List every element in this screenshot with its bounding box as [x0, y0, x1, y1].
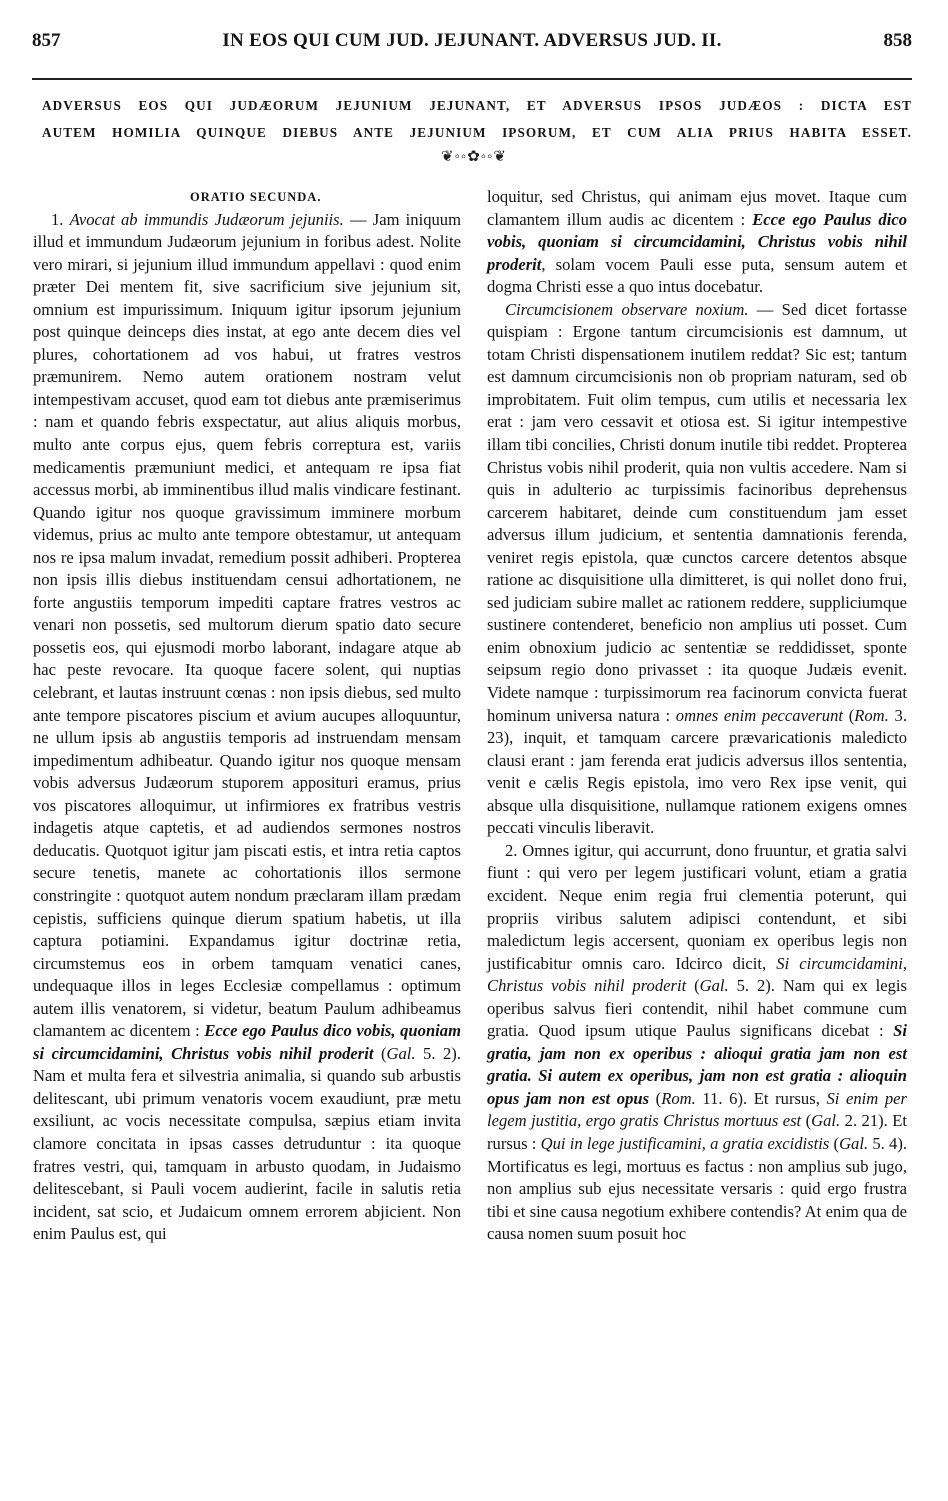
paragraph-circumcision: [487, 299, 907, 840]
paragraph-text: — Sed dicet fortasse quispiam : Ergone tantum circumcisionis est damnum, ut totam Christi dispensationem inutilem reddat? Sic est; tantum est damnum circumcisionis non ob propriam naturam, sed ob improbitatem. Fuit olim tempus, cum utilis et necessaria lex erat : jam vero cessavit et otiosa est. Si igitur intempestive illam tibi concilies, Christi donum inutile tibi reddet. Propterea Christus vobis nihil proderit, quia non vultis accedere. Nam si quis in adulterio ac turpissimis facinoribus deprehensus carcerem habitaret, deinde cum constituendum jam esset adversus illum judicium, et sententia damnationis ferenda, veniret regis epistola, quæ cunctos carcere detentos absque ratione ac disquisitione ulla dimitteret, is qui nollet dono frui, sed judiciam subire mallet ac rationem reddere, suppliciumque sustinere contenderet, beneficio non amplius uti posset. Cum enim obnoxium judicio ac sententiæ se reddidisset, sponte seipsum regio dono privasset : ita quoque Judæis evenit. Videte namque : turpissimorum rea facinorum convicta fuerat hominum universa natura :: [487, 299, 907, 725]
paragraph-text: 3. 23), inquit, et tamquam carcere prævaricationis maledicto clausi erant : jam ferenda erat judicis adversus illos sententia, venit e cælis Regis epistola, imo vero Rex ipse venit, qui absque ulla disquisitione, nullamque rationem exigens omnes peccati vinculis liberavit.: [487, 705, 907, 838]
scripture-quote: Qui in lege justificamini, a gratia excidistis: [540, 1133, 830, 1153]
homily-title: [42, 92, 912, 146]
paragraph-text: 2. 21). Et rursus :: [487, 1111, 907, 1153]
paragraph-text: (: [686, 976, 700, 996]
scripture-reference: Gal.: [839, 1133, 869, 1153]
paragraph-text: (: [842, 705, 855, 725]
paragraph-text: , solam vocem Pauli esse puta, sensum autem et dogma Christi esse a quo intus docebatur.: [487, 254, 907, 297]
scripture-quote: Si gratia, jam non ex operibus : alioqui gratia jam non est gratia. Si autem ex operibus, jam non est gratia : alioquin opus jam non est opus: [487, 1021, 907, 1108]
scripture-reference: Gal.: [811, 1111, 841, 1131]
paragraph-text: (: [801, 1111, 812, 1131]
scripture-reference: Rom.: [661, 1088, 696, 1108]
paragraph-text: (: [829, 1133, 840, 1153]
paragraph-1: [33, 209, 461, 1246]
scripture-reference: Rom.: [854, 705, 889, 725]
scripture-quote: Ecce ego Paulus dico vobis, quoniam si circumcidamini, Christus vobis nihil proderit: [33, 1021, 461, 1063]
header-rule: [32, 78, 912, 80]
scripture-quote: Si circumcidamini, Christus vobis nihil proderit: [487, 953, 907, 996]
paragraph-text: — Jam iniquum illud et immundum Judæorum jejunium in foribus adest. Nolite vero mirari, si jejunium illud immundum appellavi : quod enim præter Dei mentem fit, sive sacrificium sive jejunium sit, omnium est impurissimum. Iniquum igitur ipsorum jejunium post quinque deinceps dies instat, at ego ante decem dies vel plures, cohortationem ad vos habui, ut fratres vestros præmunirem. Nemo autem orationem nostram velut intempestivam accuset, quod eam tot diebus ante præmiserimus : nam et quando febris exspectatur, aut alius aliquis morbus, multo ante corpus ejus, quem febris correptura est, variis medicamentis præmuniunt medici, et antequam re ipsa fiat accessus morbi, ab imminentibus illud malis vindicare festinant. Quando igitur nos quoque gravissimum imminere morbum videmus, prius ac multo ante tempore obtestamur, ut antequam nos re ipsa malum invadat, remedium possit adhiberi. Propterea non ipsis illis diebus instituendam censui adhortationem, ne forte angustiis temporum impediti captare fratres vestros ac venari non possetis, sed multorum dierum spatio dato secure possetis eos, qui ejusmodi morbo laborant, indagare atque ab hac peste revocare. Ita quoque facere solent, qui nuptias celebrant, et lautas instruunt cœnas : non ipsis diebus, sed multo ante tempore piscatores piscium et avium aucupes alloquuntur, ne ullum ipsis ab angustiis temporis ad instruendam mensam impedimentum adhibeatur. Quando igitur nos quoque mensam vobis adversus Judæorum stuporem apposituri eramus, prius vos piscatores alloquimur, ut infirmiores ex fratribus vestris indagetis atque captetis, et ad audiendos sermones nostros deducatis. Quotquot igitur jam piscati estis, et intra retia captos secure tenetis, manete ac cohortationis illos sermone constringite : quotquot autem nondum præclaram illam prædam cepistis, sufficiens quinque dierum spatium habetis, ut illa captura potiamini. Expandamus igitur doctrinæ retia, circumstemus eos in orbem tamquam venatici canes, undequaque illos in leges Ecclesiæ compellamus : optimum autem illis venatorem, si videtur, beatum Paulum adhibeamus clamantem ac dicentem :: [33, 209, 461, 1041]
running-title: IN EOS QUI CUM JUD. JEJUNANT. ADVERSUS JUD. II.: [222, 30, 722, 51]
scripture-quote: Si enim per legem justitia, ergo gratis Christus mortuus est: [487, 1088, 907, 1131]
left-column: [33, 186, 461, 1246]
scripture-quote: Ecce ego Paulus dico vobis, quoniam si circumcidamini, Christus vobis nihil proderit: [487, 209, 907, 274]
paragraph-continuation: [487, 186, 907, 299]
section-heading: ORATIO SECUNDA.: [190, 190, 322, 204]
paragraph-text: (: [649, 1088, 662, 1108]
paragraph-number: 1.: [51, 209, 64, 229]
paragraph-2: [487, 840, 907, 1246]
paragraph-text: (: [373, 1043, 387, 1063]
paragraph-text: 5. 2). Nam et multa fera et silvestria animalia, si quando sub arbustis delitescant, ubi primum venatoris vocem exaudiunt, præ metu exsiliunt, ac vocis necessitate compulsa, sæpius etiam invita clamore concitata in ipsas casses detruduntur : ita quoque fratres vestri, qui, tamquam in arbusto quodam, in Judaismo delitescebant, si Pauli vocem audierint, facile in salutis retia incident, sat scio, et Judaicum omnem errorem abjicient. Non enim Paulus est, qui: [33, 1043, 461, 1244]
paragraph-text: loquitur, sed Christus, qui animam ejus movet. Itaque cum clamantem illum audis ac dicentem :: [487, 187, 907, 229]
right-column: [487, 186, 907, 1246]
page-number-right: 858: [883, 30, 912, 51]
page-number-left: 857: [32, 30, 61, 51]
paragraph-text: Omnes igitur, qui accurrunt, dono fruuntur, et gratia salvi fiunt : qui vero per legem justificari volunt, etiam a gratia excident. Neque enim regia frui clementia poterunt, qui propriis viribus salutem adipisci contendunt, et sibi maledictum legis accersent, quoniam ex operibus legis non justificabitur omnis caro. Idcirco dicit,: [487, 840, 907, 973]
scripture-reference: Gal.: [386, 1043, 416, 1063]
paragraph-heading: Circumcisionem observare noxium.: [505, 299, 749, 319]
ornament-divider: ❦◦◦✿◦◦❦: [441, 149, 507, 165]
paragraph-number: 2.: [505, 840, 518, 860]
scripture-reference: Gal.: [699, 976, 729, 996]
homily-title-line-2: AUTEM HOMILIA QUINQUE DIEBUS ANTE JEJUNIUM IPSORUM, ET CUM ALIA PRIUS HABITA ESSET.: [42, 125, 912, 140]
paragraph-text: 5. 2). Nam qui ex legis operibus salvus fieri contendit, nihil habet commune cum gratia. Quod ipsum utique Paulus significans dicebat :: [487, 976, 907, 1041]
paragraph-text: 5. 4). Mortificatus es legi, mortuus es factus : non amplius sub jugo, non amplius sub ejus necessitate versaris : quid ergo frustra tibi et sine causa negotium exhibere contendis? At enim qua de causa nomen suum posuit hoc: [487, 1133, 908, 1244]
homily-title-line-1: ADVERSUS EOS QUI JUDÆORUM JEJUNIUM JEJUNANT, ET ADVERSUS IPSOS JUDÆOS : DICTA EST: [42, 98, 912, 113]
running-header: [32, 30, 912, 60]
scripture-quote: omnes enim peccaverunt: [675, 705, 843, 725]
paragraph-text: 11. 6). Et rursus,: [695, 1088, 827, 1108]
paragraph-heading: Avocat ab immundis Judæorum jejuniis.: [69, 209, 344, 229]
